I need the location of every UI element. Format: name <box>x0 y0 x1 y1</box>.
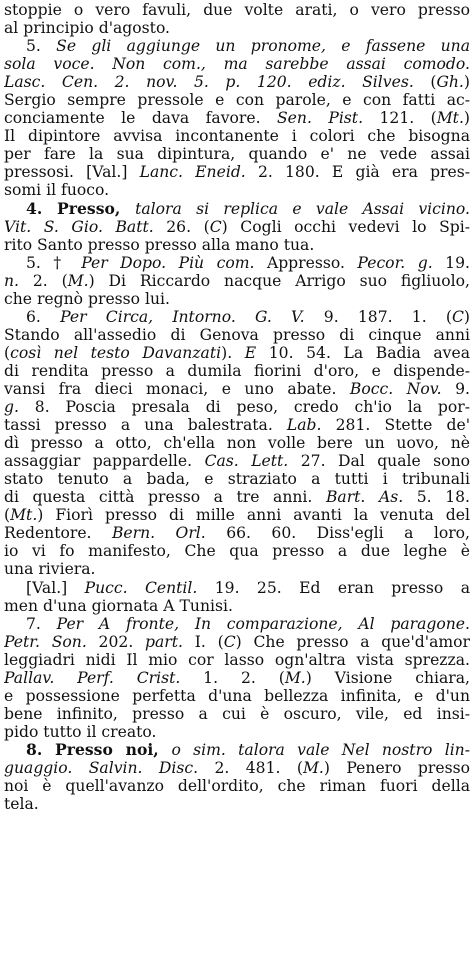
text-line: conciamente le dava favore. Sen. Pist. 121. (Mt.) <box>4 109 470 128</box>
text-line: pido tutto il creato. <box>4 722 157 741</box>
text-line: tela. <box>4 795 39 814</box>
text-line: di questa città presso a tre anni. Bart. As. 5. 18. <box>4 488 470 507</box>
text-line: leggiadri nidi Il mio cor lasso ogn'altra vista sprezza. <box>4 650 470 669</box>
text-line: tassi presso a una balestrata. Lab. 281. Stette de' <box>4 416 470 435</box>
citation-line: n. 2. (M.) Di Riccardo nacque Arrigo suo figliuolo, <box>4 271 470 290</box>
text-line: per fare la sua dipintura, quando e' ne vede assai <box>4 145 470 164</box>
sense-8-line: 8. Presso noi, o sim. talora vale Nel nostro lin- <box>26 740 470 759</box>
text-line: stato tenuto a bada, e straziato a tutti i tribunali <box>4 470 470 489</box>
citation-line: Vit. S. Gio. Batt. 26. (C) Cogli occhi vedevi lo Spi- <box>4 217 470 236</box>
text-line: Sergio sempre pressole e con parole, e con fatti ac- <box>4 91 470 110</box>
citation-line: [Val.] Pucc. Centil. 19. 25. Ed eran presso a <box>26 578 470 597</box>
citation-line: Pallav. Perf. Crist. 1. 2. (M.) Visione chiara, <box>4 668 470 687</box>
text-line: bene infinito, presso a cui è oscuro, vile, ed insi- <box>4 704 470 723</box>
text-line: di rendita presso a dumila fiorini d'oro, e dispende- <box>4 361 470 380</box>
sense-7-line: 7. Per A fronte, In comparazione, Al paragone. <box>26 614 470 633</box>
text-line: (così nel testo Davanzati). E 10. 54. La Badia avea <box>4 343 470 362</box>
citation-line: Lasc. Cen. 2. nov. 5. p. 120. ediz. Silves. (Gh.) <box>4 73 470 92</box>
sense-5-dagger-line: 5. † Per Dopo. Più com. Appresso. Pecor. g. 19. <box>26 253 470 272</box>
text-line: Il dipintore avvisa incontanente i colori che bisogna <box>4 127 470 146</box>
text-line: vansi fra dieci monaci, e uno abate. Bocc. Nov. 9. <box>4 379 470 398</box>
text-line: una riviera. <box>4 560 96 579</box>
text-line: rito Santo presso presso alla mano tua. <box>4 235 315 254</box>
citation-line: Petr. Son. 202. part. I. (C) Che presso a que'd'amor <box>4 632 470 651</box>
text-line: somi il fuoco. <box>4 181 110 200</box>
sense-6-line: 6. Per Circa, Intorno. G. V. 9. 187. 1. (C) <box>26 307 470 326</box>
text-line: pressosi. [Val.] Lanc. Eneid. 2. 180. E già era pres- <box>4 163 470 182</box>
text-line: men d'una giornata A Tunisi. <box>4 596 233 615</box>
text-line: io vi fo manifesto, Che qua presso a due leghe è <box>4 542 470 561</box>
sense-5-line: 5. Se gli aggiunge un pronome, e fassene una <box>26 37 470 56</box>
text-line: noi è quell'avanzo dell'ordito, che riman fuori della <box>4 777 470 796</box>
text-line: stoppie o vero favuli, due volte arati, o vero presso <box>4 1 470 19</box>
text-line: g. 8. Poscia presala di peso, credo ch'io la por- <box>4 398 470 417</box>
text-line: Redentore. Bern. Orl. 66. 60. Diss'egli a loro, <box>4 524 470 543</box>
text-line: che regnò presso lui. <box>4 289 171 308</box>
text-line: Stando all'assedio di Genova presso di cinque anni <box>4 325 470 344</box>
text-line: dì presso a otto, ch'ella non volle bere un uovo, nè <box>4 434 470 453</box>
text-line: sola voce. Non com., ma sarebbe assai comodo. <box>4 55 470 74</box>
citation-line: guaggio. Salvin. Disc. 2. 481. (M.) Penero presso <box>4 758 470 777</box>
text-line: e possessione perfetta d'una bellezza infinita, e d'un <box>4 686 470 705</box>
text-line: (Mt.) Fiorì presso di mille anni avanti la venuta del <box>4 506 470 525</box>
text-line: al principio d'agosto. <box>4 19 171 38</box>
sense-4-line: 4. Presso, talora si replica e vale Assai vicino. <box>26 199 470 218</box>
text-line: assaggiar pappardelle. Cas. Lett. 27. Dal quale sono <box>4 452 470 471</box>
